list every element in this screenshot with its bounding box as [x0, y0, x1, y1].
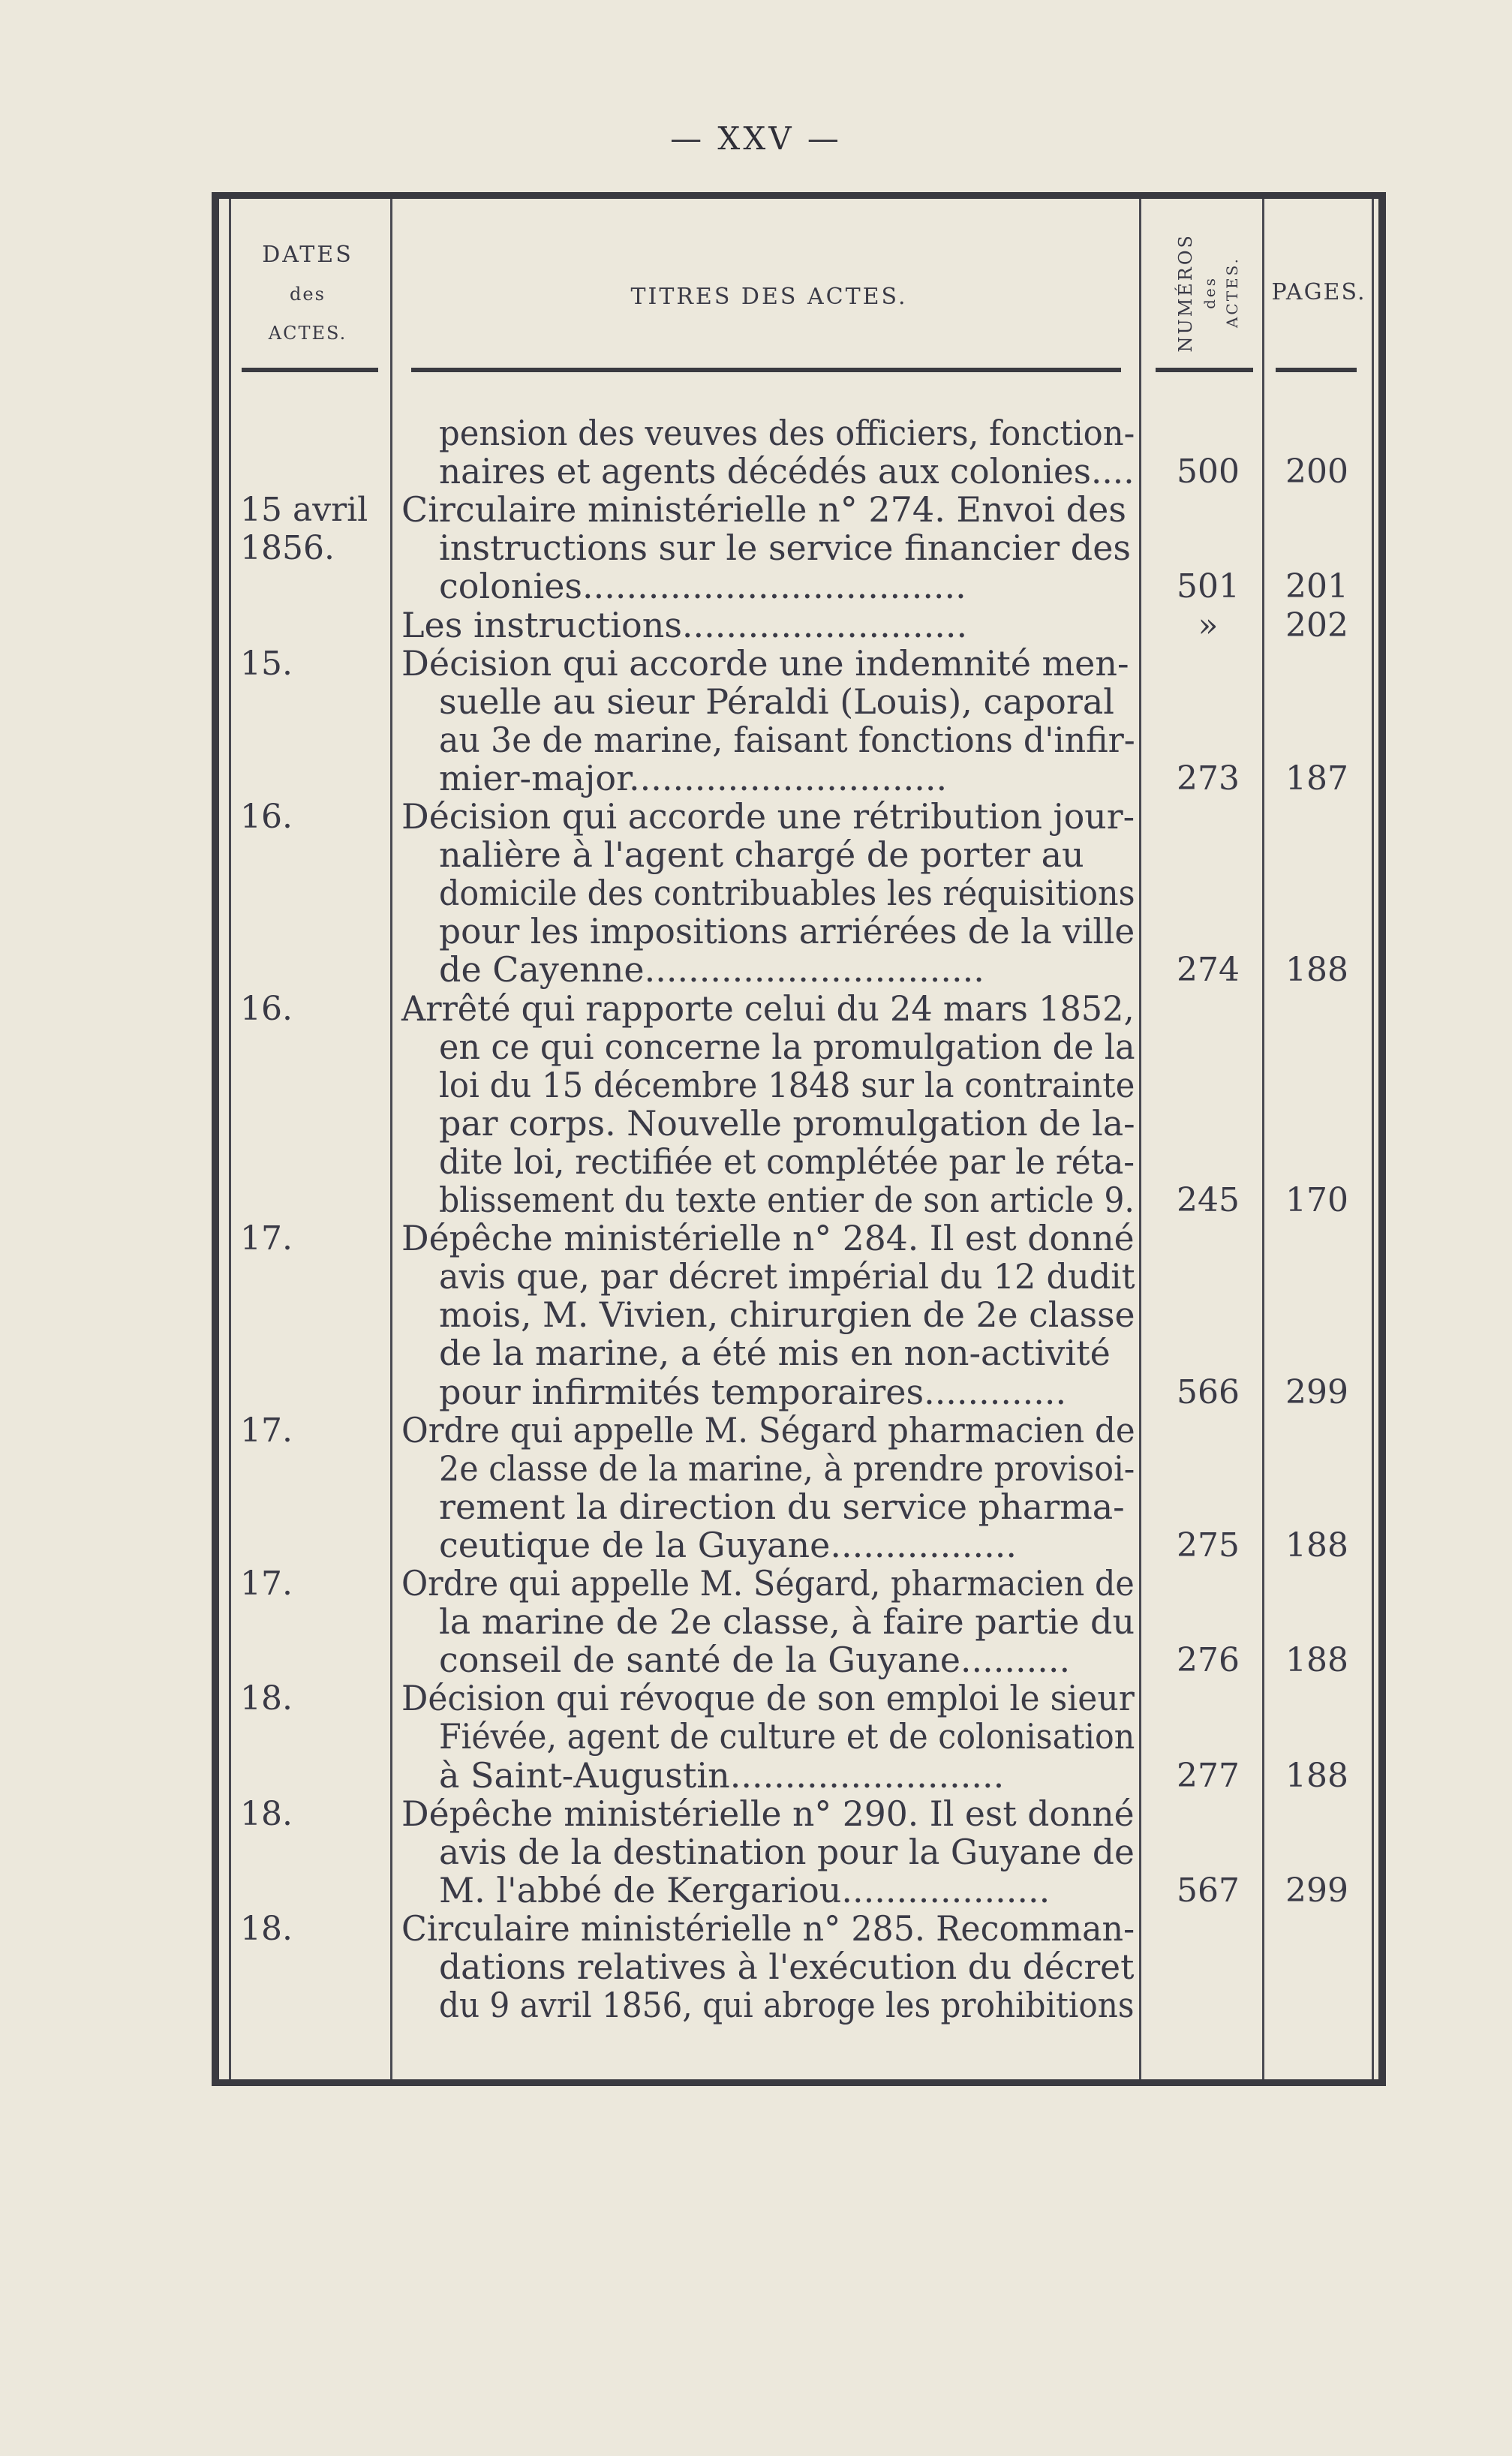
act-page: 299 [1285, 1871, 1348, 1910]
act-title-line: ceutique de la Guyane................. [439, 1524, 1017, 1565]
act-title-line: instructions sur le service financier des [439, 528, 1132, 569]
table-row [0, 1296, 1512, 1334]
table-row [0, 912, 1512, 951]
act-page: 188 [1285, 951, 1348, 990]
header-rule-dates [242, 368, 378, 372]
act-title-line: Décision qui accorde une rétribution jour- [401, 796, 1135, 837]
act-title-line: Ordre qui appelle M. Ségard, pharmacien de [401, 1563, 1135, 1604]
header-titles: TITRES DES ACTES. [630, 284, 908, 310]
table-row [0, 529, 1512, 567]
act-page: 188 [1285, 1641, 1348, 1680]
header-pages: PAGES. [1271, 279, 1366, 305]
act-title-line: Ordre qui appelle M. Ségard pharmacien de [401, 1409, 1135, 1450]
table-row [0, 951, 1512, 989]
act-title-line: la marine de 2e classe, à faire partie du [439, 1601, 1135, 1643]
table-row [0, 1795, 1512, 1833]
act-number: 275 [1177, 1526, 1240, 1565]
table-row [0, 1102, 1512, 1144]
table-row [0, 1986, 1512, 2025]
act-title-line: domicile des contribuables les réquisitions [439, 873, 1135, 914]
act-title-line: suelle au sieur Péraldi (Louis), caporal [439, 681, 1114, 722]
table-row [0, 1641, 1512, 1679]
header-rule-titles [411, 368, 1121, 372]
table-row [0, 1066, 1512, 1105]
act-title-line: Les instructions.......................... [401, 604, 968, 645]
table-row [0, 1028, 1512, 1066]
act-number: » [1198, 606, 1219, 645]
act-title-line: Décision qui révoque de son emploi le sieur [401, 1678, 1135, 1719]
act-number: 277 [1177, 1756, 1240, 1795]
act-page: 170 [1285, 1181, 1348, 1219]
act-title-line: pension des veuves des officiers, fonction- [439, 413, 1135, 453]
act-title-line: pour les impositions arriérées de la ville [439, 911, 1135, 952]
table-row [0, 567, 1512, 606]
act-date: 1856. [240, 529, 335, 568]
act-number: 567 [1177, 1871, 1240, 1910]
table-row [0, 1219, 1512, 1258]
act-title-line: naires et agents décédés aux colonies.... [439, 451, 1135, 492]
table-row [0, 683, 1512, 721]
table-row [0, 1871, 1512, 1910]
act-title-line: au 3e de marine, faisant fonctions d'infir- [439, 719, 1135, 760]
table-row [0, 1833, 1512, 1871]
table-row [0, 1488, 1512, 1526]
table-row [0, 1565, 1512, 1603]
act-date: 18. [240, 1909, 293, 1948]
act-number: 245 [1177, 1181, 1240, 1219]
act-page: 188 [1285, 1756, 1348, 1795]
act-title-line: loi du 15 décembre 1848 sur la contrainte [439, 1064, 1135, 1105]
act-title-line: par corps. Nouvelle promulgation de la- [439, 1102, 1135, 1144]
act-date: 17. [240, 1219, 293, 1258]
table-row [0, 1411, 1512, 1450]
act-title-line: 2e classe de la marine, à prendre provisoi- [439, 1447, 1135, 1489]
table-row [0, 798, 1512, 836]
table-row [0, 1181, 1512, 1219]
act-title-line: à Saint-Augustin......................... [439, 1754, 1005, 1796]
act-date: 17. [240, 1411, 293, 1450]
header-numeros [1156, 225, 1261, 360]
table-row [0, 874, 1512, 912]
table-row [0, 1334, 1512, 1372]
table-row [0, 414, 1512, 452]
table-row [0, 642, 1512, 684]
header-dates [225, 236, 390, 353]
act-title-line: avis que, par décret impérial du 12 dudit [439, 1256, 1135, 1297]
act-title-line: Arrêté qui rapporte celui du 24 mars 1852, [401, 988, 1135, 1029]
page-number: — XXV — [670, 120, 842, 157]
table-row [0, 1526, 1512, 1565]
header-dates-line-3: ACTES. [268, 323, 347, 344]
act-title-line: conseil de santé de la Guyane.......... [439, 1640, 1071, 1681]
table-row [0, 759, 1512, 798]
table-row [0, 1754, 1512, 1796]
act-number: 276 [1177, 1641, 1240, 1680]
act-page: 202 [1285, 606, 1348, 645]
act-date: 18. [240, 1679, 293, 1718]
table-row [0, 1718, 1512, 1756]
act-title-line: dations relatives à l'exécution du décret [439, 1946, 1135, 1987]
act-title-line: Décision qui accorde une indemnité men- [401, 642, 1129, 684]
act-title-line: du 9 avril 1856, qui abroge les prohibitions [439, 1985, 1135, 2026]
header-rule-pages [1276, 368, 1357, 372]
act-number: 566 [1177, 1372, 1240, 1411]
act-date: 15 avril [240, 491, 368, 530]
act-page: 299 [1285, 1372, 1348, 1411]
act-date: 15. [240, 644, 293, 683]
act-title-line: Circulaire ministérielle n° 285. Recomman- [401, 1907, 1135, 1949]
act-title-line: avis de la destination pour la Guyane de [439, 1831, 1135, 1872]
table-row [0, 990, 1512, 1028]
header-numeros-line-2: des [1201, 276, 1219, 309]
table-row [0, 1258, 1512, 1296]
header-numeros-line-3: ACTES. [1223, 257, 1241, 329]
table-row [0, 1447, 1512, 1489]
act-page: 201 [1285, 567, 1348, 606]
table-row [0, 1603, 1512, 1641]
act-date: 18. [240, 1794, 293, 1833]
act-title-line: Circulaire ministérielle n° 274. Envoi des [401, 489, 1126, 531]
act-title-line: colonies................................... [439, 566, 966, 607]
act-title-line: dite loi, rectifiée et complétée par le réta- [439, 1141, 1135, 1182]
act-title-line: blissement du texte entier de son article 9. [439, 1180, 1135, 1220]
act-page: 188 [1285, 1526, 1348, 1565]
act-title-line: M. l'abbé de Kergariou................... [439, 1869, 1051, 1910]
act-title-line: mier-major............................. [439, 757, 948, 798]
act-title-line: Dépêche ministérielle n° 290. Il est donné [401, 1793, 1135, 1834]
table-row [0, 1373, 1512, 1411]
act-title-line: de la marine, a été mis en non-activité [439, 1333, 1111, 1374]
table-row [0, 606, 1512, 645]
act-date: 17. [240, 1565, 293, 1603]
act-date: 16. [240, 989, 293, 1028]
act-number: 273 [1177, 759, 1240, 798]
table-row [0, 721, 1512, 759]
header-dates-line-1: DATES [262, 242, 353, 268]
act-title-line: nalière à l'agent chargé de porter au [439, 834, 1084, 876]
header-dates-line-2: des [290, 284, 326, 305]
table-row [0, 1907, 1512, 1949]
act-title-line: mois, M. Vivien, chirurgien de 2e classe [439, 1294, 1135, 1336]
act-page: 200 [1285, 452, 1348, 492]
act-title-line: Fiévée, agent de culture et de colonisation [439, 1716, 1135, 1757]
act-title-line: Dépêche ministérielle n° 284. Il est donné [401, 1218, 1135, 1259]
table-row [0, 836, 1512, 874]
act-page: 187 [1285, 759, 1348, 798]
act-date: 16. [240, 798, 293, 836]
act-title-line: pour infirmités temporaires............. [439, 1371, 1067, 1412]
table-row [0, 1948, 1512, 1986]
table-row [0, 1143, 1512, 1181]
header-numeros-line-1: NUMÉROS [1175, 233, 1196, 353]
act-number: 500 [1177, 452, 1240, 492]
act-title-line: de Cayenne............................... [439, 949, 984, 991]
act-number: 501 [1177, 567, 1240, 606]
act-number: 274 [1177, 951, 1240, 990]
act-title-line: en ce qui concerne la promulgation de la [439, 1026, 1135, 1067]
table-row [0, 1679, 1512, 1718]
act-title-line: rement la direction du service pharma- [439, 1486, 1125, 1527]
table-row [0, 452, 1512, 491]
table-row [0, 491, 1512, 529]
header-rule-numeros [1156, 368, 1253, 372]
